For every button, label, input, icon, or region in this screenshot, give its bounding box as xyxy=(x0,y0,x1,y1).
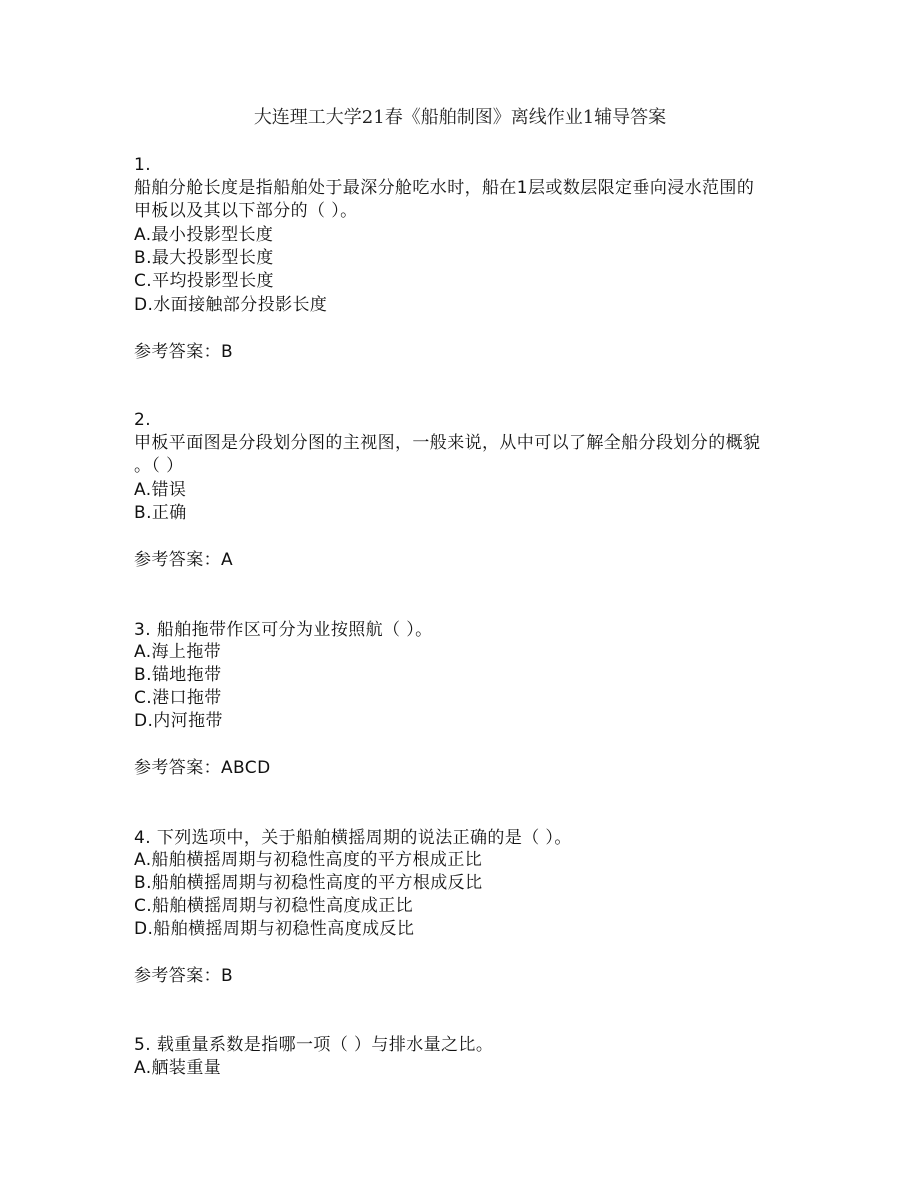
option: C.平均投影型长度 xyxy=(134,271,274,291)
question-text: 甲板以及其以下部分的（ ）。 xyxy=(134,201,358,221)
answer: 参考答案：B xyxy=(134,342,234,362)
option: A.舾装重量 xyxy=(134,1058,222,1078)
option: C.船舶横摇周期与初稳性高度成正比 xyxy=(134,896,414,916)
document-title: 大连理工大学21春《船舶制图》离线作业1辅导答案 xyxy=(253,107,667,128)
question-text: 。（ ） xyxy=(134,456,184,476)
question-number: 1. xyxy=(134,155,152,175)
answer: 参考答案：A xyxy=(134,550,234,570)
answer: 参考答案：B xyxy=(134,966,234,986)
question-text: 3. 船舶拖带作区可分为业按照航（ ）。 xyxy=(134,620,433,640)
option: A.船舶横摇周期与初稳性高度的平方根成正比 xyxy=(134,850,483,870)
question-number: 2. xyxy=(134,410,152,430)
question-text: 5. 载重量系数是指哪一项（ ）与排水量之比。 xyxy=(134,1035,494,1055)
option: B.船舶横摇周期与初稳性高度的平方根成反比 xyxy=(134,873,483,893)
question-text: 甲板平面图是分段划分图的主视图，一般来说，从中可以了解全船分段划分的概貌 xyxy=(134,433,761,453)
question-text: 船舶分舱长度是指船舶处于最深分舱吃水时，船在1层或数层限定垂向浸水范围的 xyxy=(134,178,755,198)
option: A.最小投影型长度 xyxy=(134,225,274,245)
option: D.船舶横摇周期与初稳性高度成反比 xyxy=(134,919,415,939)
option: C.港口拖带 xyxy=(134,688,222,708)
option: B.最大投影型长度 xyxy=(134,248,274,268)
option: B.正确 xyxy=(134,503,187,523)
option: D.水面接触部分投影长度 xyxy=(134,295,328,315)
option: A.海上拖带 xyxy=(134,642,222,662)
option: D.内河拖带 xyxy=(134,711,223,731)
option: A.错误 xyxy=(134,480,187,500)
option: B.锚地拖带 xyxy=(134,665,222,685)
question-text: 4. 下列选项中，关于船舶横摇周期的说法正确的是（ ）。 xyxy=(134,828,572,848)
answer: 参考答案：ABCD xyxy=(134,758,271,778)
